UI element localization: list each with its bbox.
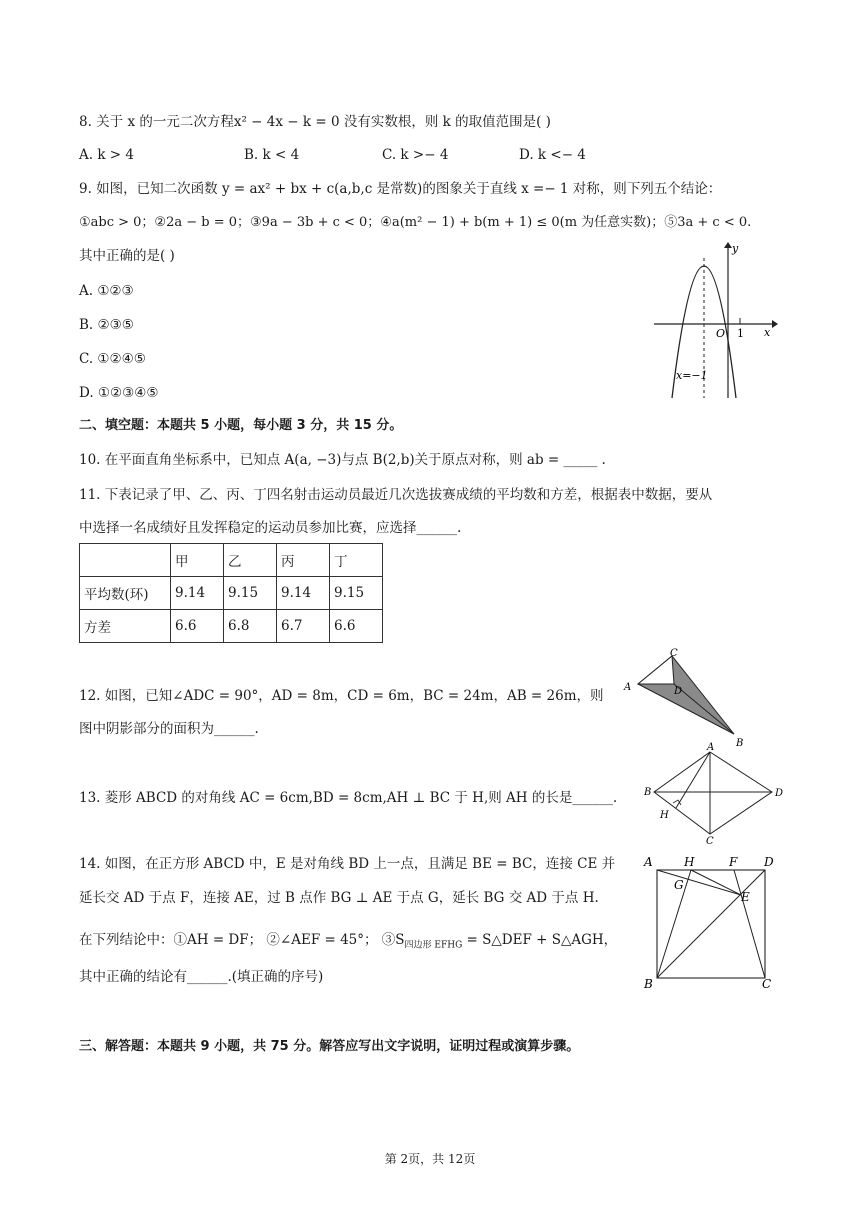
q14-line4: 其中正确的结论有______.(填正确的序号) <box>79 969 324 985</box>
q12-line2: 图中阴影部分的面积为______. <box>79 721 259 737</box>
table-cell: 6.8 <box>224 610 277 643</box>
q14-line3-part2: = S△DEF + S△AGH， <box>462 932 618 948</box>
q14-label-e: E <box>741 890 750 904</box>
q14-label-g: G <box>674 878 684 892</box>
table-header-row <box>80 544 383 577</box>
table-row <box>80 610 383 643</box>
q14-line1: 14. 如图，在正方形 ABCD 中，E 是对角线 BD 上一点，且满足 BE = BC，连接 CE 并 <box>79 856 616 872</box>
q9-one-label: 1 <box>737 327 744 340</box>
q12-label-a: A <box>624 682 632 693</box>
q11-score-table <box>79 543 383 643</box>
q12-label-b: B <box>736 738 744 749</box>
table-cell: 方差 <box>80 610 171 643</box>
q8-option-a: A. k > 4 <box>79 147 134 163</box>
q13-rhombus-figure <box>640 742 790 844</box>
table-cell: 6.6 <box>171 610 224 643</box>
q14-line3 <box>79 930 617 956</box>
q9-option-a: A. ①②③ <box>79 283 134 299</box>
q13-label-d: D <box>775 788 784 799</box>
q14-label-c: C <box>762 977 772 990</box>
q14-label-a: A <box>644 855 653 869</box>
q9-line2: ①abc > 0；②2a − b = 0；③9a − 3b + c < 0；④a(m² − 1) + b(m + 1) ≤ 0(m 为任意实数)；⑤3a + c < 0. <box>79 215 752 230</box>
q12-label-d: D <box>674 686 683 697</box>
section2-title: 二、填空题：本题共 5 小题，每小题 3 分，共 15 分。 <box>79 418 403 433</box>
q8-option-d: D. k <− 4 <box>519 147 586 163</box>
q14-square-figure <box>640 850 785 990</box>
table-cell: 9.15 <box>224 577 277 610</box>
table-row <box>80 577 383 610</box>
q8-stem: 8. 关于 x 的一元二次方程x² − 4x − k = 0 没有实数根，则 k 的取值范围是( ) <box>79 114 551 130</box>
q14-line3-subscript: 四边形 EFHG <box>404 940 463 951</box>
section3-title: 三、解答题：本题共 9 小题，共 75 分。解答应写出文字说明，证明过程或演算步骤。 <box>79 1039 580 1054</box>
table-cell: 丙 <box>277 544 330 577</box>
q9-origin-label: O <box>716 327 726 340</box>
q9-axis-label: x=−1 <box>676 369 708 382</box>
q14-label-h: H <box>684 855 695 869</box>
table-cell: 6.7 <box>277 610 330 643</box>
q9-option-d: D. ①②③④⑤ <box>79 385 159 401</box>
q14-label-d: D <box>764 855 774 869</box>
q12-label-c: C <box>670 648 678 659</box>
q9-x-label: x <box>764 326 771 339</box>
table-cell <box>80 544 171 577</box>
q9-option-c: C. ①②④⑤ <box>79 351 146 367</box>
q9-parabola-figure <box>650 240 780 402</box>
q12-triangle-figure <box>620 648 750 750</box>
q14-label-f: F <box>729 855 738 869</box>
q13-label-b: B <box>644 787 652 798</box>
q9-option-b: B. ②③⑤ <box>79 317 134 333</box>
q13-text: 13. 菱形 ABCD 的对角线 AC = 6cm,BD = 8cm,AH ⊥ BC 于 H,则 AH 的长是______. <box>79 790 618 806</box>
table-cell: 丁 <box>330 544 383 577</box>
table-cell: 9.15 <box>330 577 383 610</box>
table-cell: 平均数(环) <box>80 577 171 610</box>
q9-y-label: y <box>732 242 739 255</box>
page-footer: 第 2页，共 12页 <box>384 1152 476 1166</box>
q12-line1: 12. 如图，已知∠ADC = 90°，AD = 8m，CD = 6m，BC = 24m，AB = 26m，则 <box>79 688 604 704</box>
q14-line3-part1: 在下列结论中：①AH = DF； ②∠AEF = 45°； ③S <box>79 932 405 948</box>
q9-line3: 其中正确的是( ) <box>79 248 175 264</box>
table-cell: 甲 <box>171 544 224 577</box>
q11-line1: 11. 下表记录了甲、乙、丙、丁四名射击运动员最近几次选拔赛成绩的平均数和方差，根据表中数据，要从 <box>79 487 713 503</box>
q14-line2: 延长交 AD 于点 F，连接 AE，过 B 点作 BG ⊥ AE 于点 G，延长 BG 交 AD 于点 H. <box>79 890 599 906</box>
q13-label-a: A <box>707 742 715 753</box>
q9-line1: 9. 如图，已知二次函数 y = ax² + bx + c(a,b,c 是常数)的图象关于直线 x =− 1 对称，则下列五个结论： <box>79 181 722 197</box>
q8-option-b: B. k < 4 <box>244 147 300 163</box>
table-cell: 9.14 <box>171 577 224 610</box>
q8-option-c: C. k >− 4 <box>382 147 449 163</box>
q13-label-c: C <box>706 836 714 844</box>
q11-line2: 中选择一名成绩好且发挥稳定的运动员参加比赛，应选择______. <box>79 520 462 536</box>
table-cell: 乙 <box>224 544 277 577</box>
table-cell: 6.6 <box>330 610 383 643</box>
table-cell: 9.14 <box>277 577 330 610</box>
q10-text: 10. 在平面直角坐标系中，已知点 A(a, −3)与点 B(2,b)关于原点对称，则 ab = _____ . <box>79 452 606 468</box>
q13-label-h: H <box>660 810 669 821</box>
q14-label-b: B <box>644 977 653 990</box>
